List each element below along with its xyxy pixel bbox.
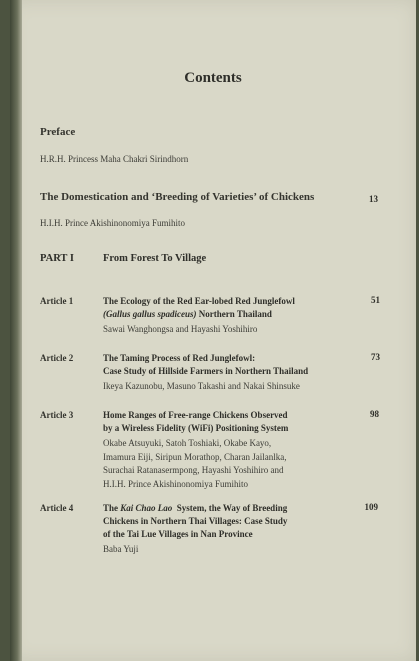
article-3-title-line1: Home Ranges of Free-range Chickens Observed: [103, 410, 288, 420]
article-4-label: Article 4: [40, 503, 74, 513]
article-4-title-line3: of the Tai Lue Villages in Nan Province: [103, 529, 253, 539]
article-3-author-line: Okabe Atsuyuki, Satoh Toshiaki, Okabe Kayo,: [103, 438, 272, 448]
article-1-title-line2: [103, 308, 343, 321]
article-3-page: 98: [370, 409, 379, 419]
article-1-authors: Sawai Wanghongsa and Hayashi Yoshihiro: [103, 324, 258, 334]
article-3-author-line: Imamura Eiji, Siripun Morathop, Charan Jailanlka,: [103, 451, 287, 462]
article-1-title-rest: Northern Thailand: [196, 309, 272, 319]
article-4-title-post: System, the Way of Breeding: [172, 503, 288, 513]
page-title: Contents: [184, 70, 242, 86]
book-spine: [10, 0, 22, 661]
preface-title: Preface: [40, 126, 76, 138]
article-3-title: [103, 409, 348, 435]
book-page: [10, 0, 416, 661]
article-1-title-line1: The Ecology of the Red Ear-lobed Red Junglefowl: [103, 296, 295, 306]
intro-title: The Domestication and ‘Breeding of Varieties’ of Chickens: [40, 191, 315, 203]
article-4-authors: Baba Yuji: [103, 544, 139, 554]
article-2-title: [103, 352, 358, 378]
article-4-title-line1: [103, 502, 353, 515]
article-1-page: 51: [371, 295, 380, 305]
article-4-title-italic: Kai Chao Lao: [120, 503, 173, 513]
article-3-author-line: H.I.H. Prince Akishinonomiya Fumihito: [103, 478, 248, 489]
article-3-label: Article 3: [40, 410, 74, 420]
article-4-title-line2: Chickens in Northern Thai Villages: Case Study: [103, 516, 288, 526]
article-2-title-line1: The Taming Process of Red Junglefowl:: [103, 353, 256, 363]
intro-author: H.I.H. Prince Akishinonomiya Fumihito: [40, 218, 185, 228]
article-3-authors: [103, 437, 353, 491]
article-2-authors: Ikeya Kazunobu, Masuno Takashi and Nakai Shinsuke: [103, 381, 300, 391]
article-4-page: 109: [364, 502, 378, 512]
article-3-author-line: Surachai Ratanasermpong, Hayashi Yoshihiro and: [103, 465, 284, 475]
intro-page: 13: [369, 194, 378, 204]
article-1-label: Article 1: [40, 296, 74, 306]
article-1-title: [103, 295, 343, 321]
article-3-title-line2: by a Wireless Fidelity (WiFi) Positioning System: [103, 423, 289, 433]
article-4-title: [103, 502, 353, 541]
part-title: From Forest To Village: [103, 253, 207, 264]
article-2-page: 73: [371, 352, 380, 362]
part-label: PART I: [40, 253, 74, 264]
article-1-title-italic: (Gallus gallus spadiceus): [103, 309, 197, 319]
article-2-label: Article 2: [40, 353, 74, 363]
preface-author: H.R.H. Princess Maha Chakri Sirindhorn: [40, 154, 189, 164]
article-4-title-pre: The: [103, 503, 121, 513]
article-2-title-line2: Case Study of Hillside Farmers in Northern Thailand: [103, 366, 309, 376]
